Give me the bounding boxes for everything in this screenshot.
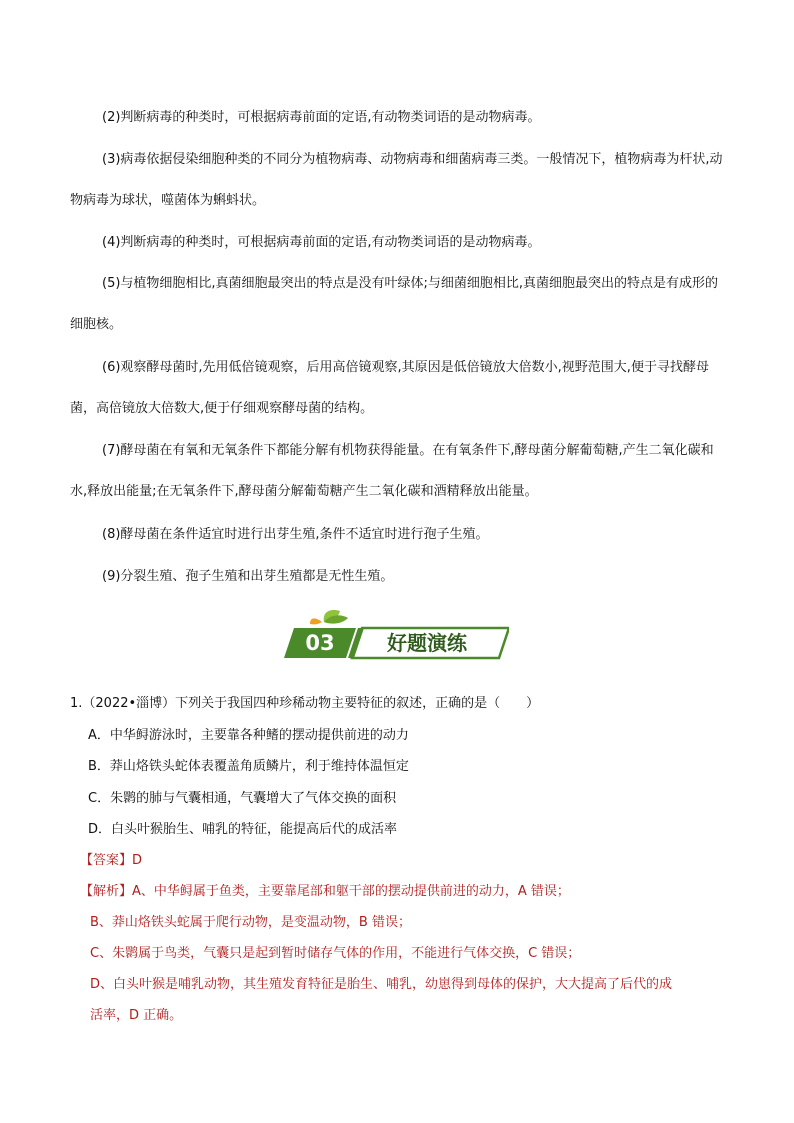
option-a: A．中华鲟游泳时，主要靠各种鳍的摆动提供前进的动力 xyxy=(88,728,409,743)
analysis-a: A、中华鲟属于鱼类，主要靠尾部和躯干部的摆动提供前进的动力，A 错误； xyxy=(132,884,570,899)
banner-number: 03 xyxy=(305,631,335,655)
option-c: C．朱鹮的肺与气囊相通，气囊增大了气体交换的面积 xyxy=(88,791,397,806)
question-stem: 1.（2022•淄博）下列关于我国四种珍稀动物主要特征的叙述，正确的是（ ） xyxy=(70,696,540,711)
answer-tag: 【答案】 xyxy=(80,853,133,868)
note-2: (2)判断病毒的种类时，可根据病毒前面的定语,有动物类词语的是动物病毒。 xyxy=(102,110,541,125)
answer-line xyxy=(80,851,142,871)
option-b: B．莽山烙铁头蛇体表覆盖角质鳞片，利于维持体温恒定 xyxy=(88,759,409,774)
note-3: (3)病毒依据侵染细胞种类的不同分为植物病毒、动物病毒和细菌病毒三类。一般情况下，植物病毒为杆状,动物病毒为球状，噬菌体为蝌蚪状。 xyxy=(70,152,723,208)
section-banner xyxy=(284,608,509,660)
note-8: (8)酵母菌在条件适宜时进行出芽生殖,条件不适宜时进行孢子生殖。 xyxy=(102,527,489,542)
analysis-d: D、白头叶猴是哺乳动物，其生殖发育特征是胎生、哺乳，幼崽得到母体的保护，大大提高了后代的成 xyxy=(90,977,673,992)
banner-graphic xyxy=(284,608,509,660)
option-d: D．白头叶猴胎生、哺乳的特征，能提高后代的成活率 xyxy=(88,822,398,837)
banner-title: 好题演练 xyxy=(387,631,467,655)
note-9: (9)分裂生殖、孢子生殖和出芽生殖都是无性生殖。 xyxy=(102,569,394,584)
note-4: (4)判断病毒的种类时，可根据病毒前面的定语,有动物类词语的是动物病毒。 xyxy=(102,235,541,250)
answer-value: D xyxy=(132,853,143,868)
leaf-orange-icon xyxy=(310,618,322,624)
note-7: (7)酵母菌在有氧和无氧条件下都能分解有机物获得能量。在有氧条件下,酵母菌分解葡萄糖,产生二氧化碳和水,释放出能量;在无氧条件下,酵母菌分解葡萄糖产生二氧化碳和酒精释放出能量。 xyxy=(70,443,714,499)
analysis-d-cont: 活率，D 正确。 xyxy=(90,1008,183,1023)
note-6: (6)观察酵母菌时,先用低倍镜观察，后用高倍镜观察,其原因是低倍镜放大倍数小,视野范围大,便于寻找酵母菌，高倍镜放大倍数大,便于仔细观察酵母菌的结构。 xyxy=(70,360,709,416)
analysis-b: B、莽山烙铁头蛇属于爬行动物，是变温动物，B 错误； xyxy=(90,915,411,930)
analysis-line-a xyxy=(80,882,570,902)
note-5: (5)与植物细胞相比,真菌细胞最突出的特点是没有叶绿体;与细菌细胞相比,真菌细胞最突出的特点是有成形的细胞核。 xyxy=(70,276,719,332)
analysis-c: C、朱鹮属于鸟类，气囊只是起到暂时储存气体的作用，不能进行气体交换，C 错误； xyxy=(90,946,581,961)
analysis-tag: 【解析】 xyxy=(80,884,133,899)
